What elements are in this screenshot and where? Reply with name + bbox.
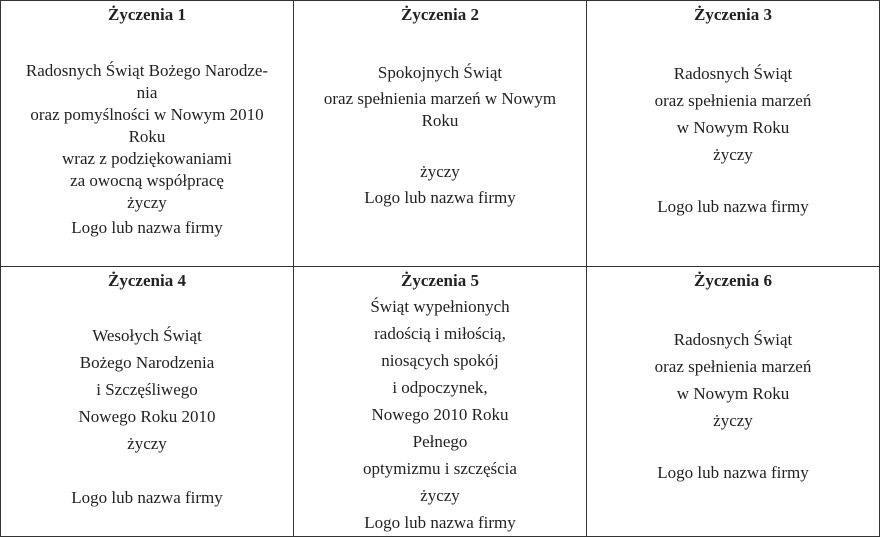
greeting-line: optymizmu i szczęścia bbox=[363, 459, 517, 478]
greeting-line: i odpoczynek, bbox=[392, 378, 488, 397]
greeting-line: życzy bbox=[713, 411, 753, 430]
greeting-line: oraz spełnienia marzeń w Nowym bbox=[323, 89, 557, 108]
spacer bbox=[587, 434, 879, 459]
greeting-text bbox=[294, 293, 586, 536]
greeting-title: Życzenia 6 bbox=[694, 271, 772, 290]
greeting-line: oraz spełnienia marzeń bbox=[654, 91, 812, 110]
greeting-card-4 bbox=[1, 267, 294, 536]
greeting-line: życzy bbox=[420, 162, 460, 181]
greeting-line: życzy bbox=[127, 193, 167, 212]
greeting-title: Życzenia 3 bbox=[694, 5, 772, 24]
greeting-line: oraz pomyślności w Nowym 2010 bbox=[30, 105, 264, 124]
greeting-line: Radosnych Świąt Bożego Narodze- bbox=[25, 61, 269, 80]
greeting-title: Życzenia 4 bbox=[108, 271, 186, 290]
greeting-card-3 bbox=[587, 1, 879, 267]
greeting-text bbox=[1, 60, 293, 239]
greeting-line: w Nowym Roku bbox=[676, 118, 790, 137]
company-logo-placeholder: Logo lub nazwa firmy bbox=[657, 463, 809, 482]
greeting-line: oraz spełnienia marzeń bbox=[654, 357, 812, 376]
spacer bbox=[294, 134, 586, 159]
greeting-text bbox=[294, 60, 586, 211]
spacer bbox=[1, 457, 293, 484]
greeting-title: Życzenia 2 bbox=[401, 5, 479, 24]
greeting-line: radością i miłością, bbox=[374, 324, 506, 343]
greeting-line: w Nowym Roku bbox=[676, 384, 790, 403]
greeting-line: Świąt wypełnionych bbox=[370, 297, 510, 316]
greeting-line: niosących spokój bbox=[381, 351, 499, 370]
greeting-card-5 bbox=[294, 267, 587, 536]
greeting-card-1 bbox=[1, 1, 294, 267]
company-logo-placeholder: Logo lub nazwa firmy bbox=[657, 197, 809, 216]
spacer bbox=[587, 168, 879, 193]
greeting-line: Spokojnych Świąt bbox=[377, 63, 503, 82]
greeting-line: Nowego 2010 Roku bbox=[371, 405, 509, 424]
greeting-line: życzy bbox=[713, 145, 753, 164]
greeting-text bbox=[1, 322, 293, 511]
greeting-line: i Szczęśliwego bbox=[96, 380, 198, 399]
greeting-title: Życzenia 5 bbox=[401, 271, 479, 290]
company-logo-placeholder: Logo lub nazwa firmy bbox=[364, 513, 516, 532]
greeting-title: Życzenia 1 bbox=[108, 5, 186, 24]
greeting-line: życzy bbox=[127, 434, 167, 453]
company-logo-placeholder: Logo lub nazwa firmy bbox=[71, 218, 223, 237]
greeting-line: Pełnego bbox=[412, 432, 468, 451]
greeting-text bbox=[587, 60, 879, 220]
greeting-line: Bożego Narodzenia bbox=[79, 353, 215, 372]
greeting-line: nia bbox=[136, 83, 158, 102]
greeting-card-6 bbox=[587, 267, 879, 536]
greeting-line: Roku bbox=[421, 111, 459, 130]
greeting-card-2 bbox=[294, 1, 587, 267]
greeting-line: Radosnych Świąt bbox=[673, 330, 793, 349]
greeting-text bbox=[587, 326, 879, 486]
greeting-line: Wesołych Świąt bbox=[92, 326, 202, 345]
greeting-line: Radosnych Świąt bbox=[673, 64, 793, 83]
greeting-line: życzy bbox=[420, 486, 460, 505]
company-logo-placeholder: Logo lub nazwa firmy bbox=[364, 188, 516, 207]
company-logo-placeholder: Logo lub nazwa firmy bbox=[71, 488, 223, 507]
greeting-line: wraz z podziękowaniami bbox=[62, 149, 232, 168]
greeting-line: Roku bbox=[128, 127, 166, 146]
greeting-line: za owocną współpracę bbox=[70, 171, 224, 190]
greeting-line: Nowego Roku 2010 bbox=[78, 407, 216, 426]
